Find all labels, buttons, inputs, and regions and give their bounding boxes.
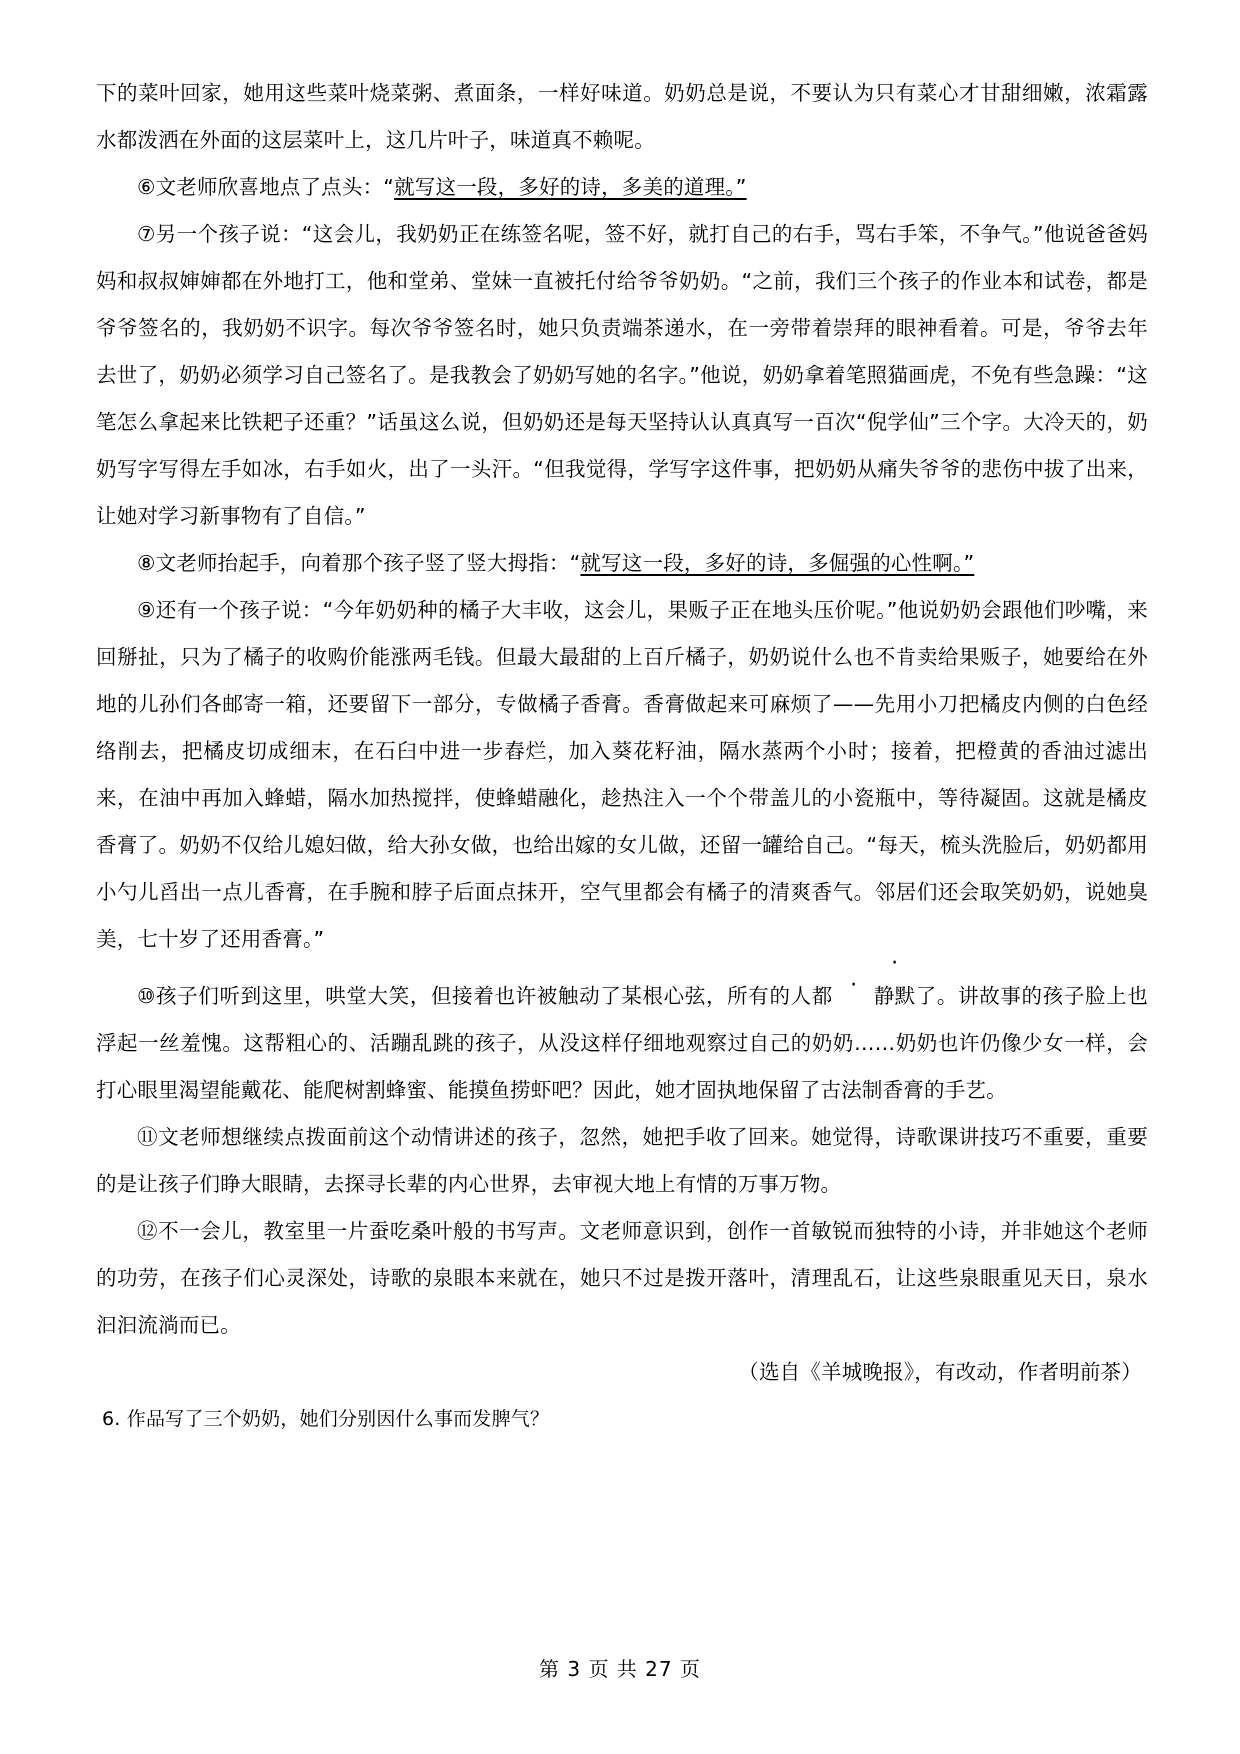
paragraph-6-text: 文老师欣喜地点了点头：“ xyxy=(155,175,395,199)
paragraph-9: ⑨还有一个孩子说：“今年奶奶种的橘子大丰收，这会儿，果贩子正在地头压价呢。”他说奶奶会跟他们吵嘴，来回掰扯，只为了橘子的收购价能涨两毛钱。但最大最甜的上百斤橘子，奶奶说什么也不肯卖给果贩子，她要给在外地的儿孙们各邮寄一箱，还要留下一部分，专做橘子香膏。香膏做起来可麻烦了——先用小刀把橘皮内侧的白色经络削去，把橘皮切成细末，在石臼中进一步舂烂，加入葵花籽油，隔水蒸两个小时；接着，把橙黄的香油过滤出来，在油中再加入蜂蜡，隔水加热搅拌，使蜂蜡融化，趁热注入一个个带盖儿的小瓷瓶中，等待凝固。这就是橘皮香膏了。奶奶不仅给儿媳妇做，给大孙女做，也给出嫁的女儿做，还留一罐给自己。“每天，梳头洗脸后，奶奶都用小勺儿舀出一点儿香膏，在手腕和脖子后面点抹开，空气里都会有橘子的清爽香气。邻居们还会取笑奶奶，说她臭美，七十岁了还用香膏。” xyxy=(96,598,1148,951)
source-attribution: （选自《羊城晚报》，有改动，作者明前茶） xyxy=(738,1360,1142,1384)
paragraph-8-text: 文老师抬起手，向着那个孩子竖了竖大拇指：“ xyxy=(155,551,581,575)
paragraph-continuation: 下的菜叶回家，她用这些菜叶烧菜粥、煮面条，一样好味道。奶奶总是说，不要认为只有菜心才甘甜细嫩，浓霜露水都泼洒在外面的这层菜叶上，这几片叶子，味道真不赖呢。 xyxy=(96,81,1148,152)
page-footer xyxy=(0,1653,1240,1682)
paragraph-spacer xyxy=(96,963,1148,973)
question-6: 6. 作品写了三个奶奶，她们分别因什么事而发脾气？ xyxy=(102,1408,550,1430)
emphasis-dots-text: ·· 静默 xyxy=(833,973,915,1020)
paragraph-10 xyxy=(96,973,1148,1114)
paragraph-10-segment-b: 了。讲故事的孩子脸上也浮起一丝羞愧。这帮粗心的、活蹦乱跳的孩子，从没这样仔细地观察过自己的奶奶……奶奶也许仍像少女一样，会打心眼里渴望能戴花、能爬树割蜂蜜、能摸鱼捞虾吧？因此，她才固执地保留了古法制香膏的手艺。 xyxy=(96,984,1148,1102)
paragraph-8-underlined: 就写这一段，多好的诗，多倔强的心性啊。” xyxy=(580,551,975,575)
paragraph-11: ⑪文老师想继续点拨面前这个动情讲述的孩子，忽然，她把手收了回来。她觉得，诗歌课讲技巧不重要，重要的是让孩子们睁大眼睛，去探寻长辈的内心世界，去审视大地上有情的万事万物。 xyxy=(96,1125,1148,1196)
paragraph-10-segment-a: ⑩孩子们听到这里，哄堂大笑，但接着也许被触动了某根心弦，所有的人都 xyxy=(137,984,833,1008)
paragraph-12: ⑫不一会儿，教室里一片蚕吃桑叶般的书写声。文老师意识到，创作一首敏锐而独特的小诗，并非她这个老师的功劳，在孩子们心灵深处，诗歌的泉眼本来就在，她只不过是拨开落叶，清理乱石，让这些泉眼重见天日，泉水汩汩流淌而已。 xyxy=(96,1219,1148,1337)
page-number-label: 第 3 页 共 27 页 xyxy=(539,1657,701,1681)
paragraph-8 xyxy=(96,540,1148,587)
paragraph-8-lead: ⑧ xyxy=(137,551,156,575)
paragraph-6-lead: ⑥ xyxy=(137,175,156,199)
paragraph-7: ⑦另一个孩子说：“这会儿，我奶奶正在练签名呢，签不好，就打自己的右手，骂右手笨，不争气。”他说爸爸妈妈和叔叔婶婶都在外地打工，他和堂弟、堂妹一直被托付给爷爷奶奶。“之前，我们三个孩子的作业本和试卷，都是爷爷签名的，我奶奶不识字。每次爷爷签名时，她只负责端茶递水，在一旁带着崇拜的眼神看着。可是，爷爷去年去世了，奶奶必须学习自己签名了。是我教会了奶奶写她的名字。”他说，奶奶拿着笔照猫画虎，不免有些急躁：“这笔怎么拿起来比铁耙子还重？”话虽这么说，但奶奶还是每天坚持认认真真写一百次“倪学仙”三个字。大冷天的，奶奶写字写得左手如冰，右手如火，出了一头汗。“但我觉得，学写字这件事，把奶奶从痛失爷爷的悲伤中拔了出来，让她对学习新事物有了自信。” xyxy=(96,222,1148,528)
paragraph-6-underlined: 就写这一段，多好的诗，多美的道理。” xyxy=(394,175,747,199)
paragraph-6 xyxy=(96,164,1148,211)
